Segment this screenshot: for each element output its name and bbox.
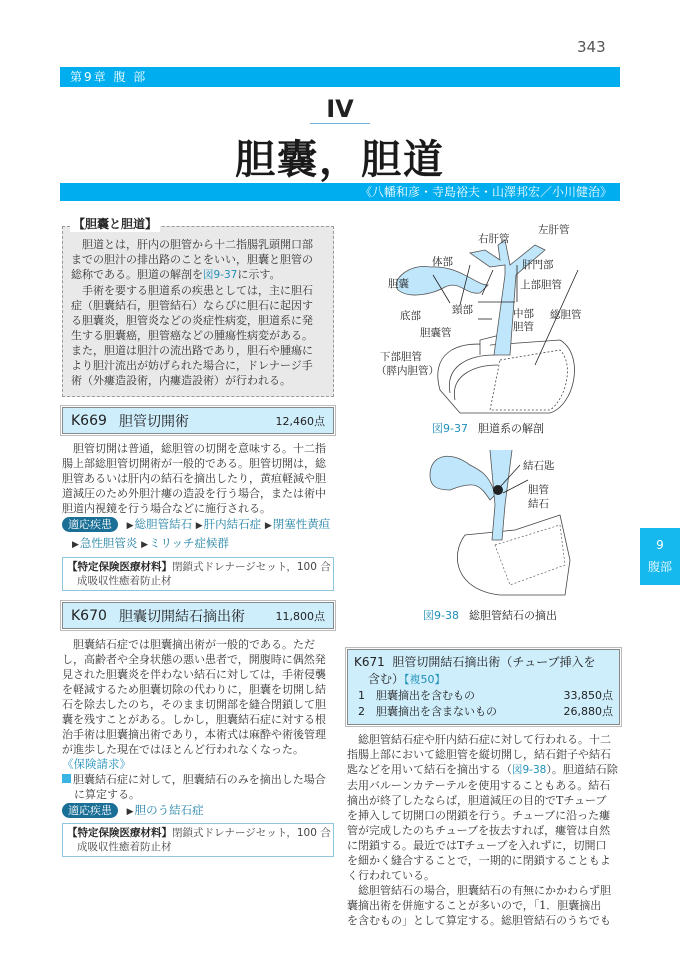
materials-text: 閉鎖式ドレナージセット，100 合 <box>172 561 331 573</box>
text-span: く行われている。 <box>347 869 435 882</box>
intro-box <box>62 226 334 397</box>
k669-section <box>62 407 334 591</box>
text-line <box>347 898 618 913</box>
procedure-text <box>62 441 334 516</box>
indication-link[interactable]: 総胆管結石 <box>134 517 193 531</box>
text-line <box>347 883 618 898</box>
chapter-tab-label: 腹部 <box>647 560 672 574</box>
label-fundus: 底部 <box>400 310 421 322</box>
fee-row: 1 胆囊摘出を含むもの 33,850点 <box>358 689 613 702</box>
text-line <box>62 637 334 652</box>
authors-bar: 《八幡和彦・寺島裕夫・山澤邦宏／小川健治》 <box>60 183 620 201</box>
text-span: が進歩した現在ではほとんど行われなくなった。 <box>62 743 304 756</box>
indication-link[interactable]: ミリッチ症候群 <box>149 536 230 550</box>
indications-cont: ▶急性胆管炎 ▶ミリッチ症候群 <box>72 536 230 550</box>
figure-biliary-anatomy <box>370 215 610 415</box>
figure-caption: 図9-37 胆道系の解剖 <box>432 422 544 435</box>
text-span: 総胆管結石の場合，胆囊結石の有無にかかわらず胆 <box>347 884 611 897</box>
page-title: 胆囊，胆道 <box>235 137 445 183</box>
text-line <box>347 838 618 853</box>
text-line <box>62 471 334 486</box>
text-span: 匙などを用いて結石を摘出する（ <box>347 763 512 776</box>
text-span: 症（胆囊結石，胆管結石）ならびに胆石に起因す <box>71 299 313 312</box>
text-span: に示す。 <box>237 268 281 281</box>
intro-heading: 【胆囊と胆道】 <box>70 217 160 232</box>
text-line <box>347 823 618 838</box>
text-line <box>71 313 325 328</box>
text-line <box>347 868 618 883</box>
label-hilum: 肝門部 <box>522 259 554 271</box>
text-span: 摘出が終了したならば，胆道減圧の目的でTチューブ <box>347 794 607 807</box>
fee-row: 2 胆囊摘出を含まないもの 26,880点 <box>358 705 613 718</box>
text-span: を含むもの」として算定する。総胆管結石のうちでも <box>347 914 611 927</box>
text-line <box>347 808 618 823</box>
k671-header <box>347 649 620 725</box>
indication-link[interactable]: 肝内結石症 <box>203 517 262 531</box>
indications: 適応疾患 ▶総胆管結石 ▶肝内結石症 ▶閉塞性黄疸 <box>62 516 334 535</box>
procedure-name: 胆管切開結石摘出術（チューブ挿入を <box>392 655 596 669</box>
text-line <box>71 343 325 358</box>
text-span: ）。胆道結石除 <box>546 763 618 776</box>
procedure-code: K671 <box>354 655 385 669</box>
materials-text: 閉鎖式ドレナージセット，100 合 <box>172 827 331 839</box>
procedure-name: 胆囊切開結石摘出術 <box>119 608 245 625</box>
text-line <box>347 913 618 928</box>
materials-text-cont: 成吸収性癒着防止材 <box>77 575 172 587</box>
text-span: 道減圧のため外胆汁瘻の造設を行う場合，または術中 <box>62 487 326 500</box>
text-line <box>347 762 618 778</box>
text-span: 胆囊結石症では胆囊摘出術が一般的である。ただ <box>62 638 315 651</box>
text-span: 石を除去したのち，そのまま切開部を縫合閉鎖して胆 <box>62 698 326 711</box>
text-span: 指腸上部において総胆管を縦切開し，結石鉗子や結石 <box>347 748 611 761</box>
materials-box <box>62 823 334 857</box>
text-line <box>62 727 334 742</box>
text-line <box>62 682 334 697</box>
materials-box <box>62 557 334 591</box>
text-line <box>62 456 334 471</box>
label-stone: 胆管 <box>528 484 549 496</box>
label-common-bile-duct: 総胆管 <box>550 309 582 321</box>
label-stone-scoop: 結石匙 <box>523 460 555 472</box>
label-lower-bile-duct-2: （膵内胆管） <box>376 365 439 377</box>
insurance-heading: 《保険請求》 <box>62 757 131 771</box>
figure-stone-extraction <box>420 445 580 600</box>
text-span: 治手術は胆囊摘出術であり，本術式は麻酔や術後管理 <box>62 728 326 741</box>
text-line <box>71 298 325 313</box>
text-line <box>347 732 618 747</box>
chapter-tab-number: 9 <box>656 538 664 552</box>
text-line <box>62 667 334 682</box>
text-line <box>62 441 334 456</box>
label-cystic-duct: 胆囊管 <box>420 327 452 339</box>
text-span: 術（外瘻造設術，内瘻造設術）が行われる。 <box>71 374 291 387</box>
label-neck: 頸部 <box>452 304 473 316</box>
chapter-tab[interactable] <box>640 528 680 585</box>
indication-badge: 適応疾患 <box>62 517 118 532</box>
indication-link[interactable]: 胆のう結石症 <box>134 803 204 817</box>
procedure-sub: 【複50】 <box>404 673 446 686</box>
text-span: 胆管切開は普通，総胆管の切開を意味する。十二指 <box>62 442 326 455</box>
text-line <box>62 652 334 667</box>
label-upper-bile-duct: 上部胆管 <box>520 279 562 291</box>
indication-link[interactable]: 閉塞性黄疸 <box>272 517 331 531</box>
section-number: IV <box>310 95 370 124</box>
figure-ref-link[interactable]: 図9-38 <box>512 764 547 776</box>
chapter-bar: 第9章 腹 部 <box>60 67 620 87</box>
text-span: までの胆汁の排出路のことをいい，胆囊と胆管の <box>71 253 313 266</box>
text-span: を細かく縫合することで，一期的に閉鎖することもよ <box>347 854 611 867</box>
indication-link[interactable]: 急性胆管炎 <box>79 536 138 550</box>
text-span: 総胆管結石症や肝内結石症に対して行われる。十二 <box>347 733 611 746</box>
text-span: 見された胆囊炎を伴わない結石に対しては，手術侵襲 <box>62 668 326 681</box>
label-middle-bile-duct-2: 胆管 <box>513 321 534 333</box>
text-line <box>71 267 325 283</box>
text-line <box>62 486 334 501</box>
text-line <box>71 358 325 373</box>
procedure-name-cont: 含む） <box>368 672 405 686</box>
intro-text <box>71 237 325 388</box>
text-span: 去用バルーンカテーテルを使用することもある。結石 <box>347 779 611 792</box>
text-span: を軽減するため胆囊切除の代わりに，胆囊を切開し結 <box>62 683 326 696</box>
procedure-points: 12,460点 <box>275 414 325 428</box>
figure-caption: 図9-38 総胆管結石の摘出 <box>423 609 557 622</box>
procedure-points: 11,800点 <box>275 609 325 623</box>
page-number: 343 <box>577 38 606 56</box>
text-line <box>71 252 325 267</box>
materials-text-cont: 成吸収性癒着防止材 <box>77 841 172 853</box>
text-span: 手術を要する胆道系の疾患としては，主に胆石 <box>71 284 313 297</box>
procedure-text <box>347 732 618 928</box>
text-span: 囊を残すことがある。しかし，胆囊結石症に対する根 <box>62 713 326 726</box>
procedure-code: K670 <box>71 607 107 624</box>
text-span: に閉鎖する。最近ではTチューブを入れずに，切開口 <box>347 839 607 852</box>
materials-label: 【特定保険医療材料】 <box>67 561 172 573</box>
text-line <box>347 778 618 793</box>
procedure-code: K669 <box>71 412 107 429</box>
text-span: し，高齢者や全身状態の悪い患者で，開腹時に偶然発 <box>62 653 326 666</box>
text-span: 管が完成したのちチューブを抜去すれば，瘻管は自然 <box>347 824 611 837</box>
text-span: また，胆道は胆汁の流出路であり，胆石や腫瘍に <box>71 344 313 357</box>
text-span: を挿入して切開口の閉鎖を行う。チューブに沿った瘻 <box>347 809 611 822</box>
procedure-text <box>62 637 334 757</box>
indications: 適応疾患 ▶胆のう結石症 <box>62 802 334 821</box>
label-lower-bile-duct: 下部胆管 <box>380 351 422 363</box>
text-line <box>347 853 618 868</box>
text-span: 胆道とは，肝内の胆管から十二指腸乳頭開口部 <box>71 238 313 251</box>
text-line <box>71 328 325 343</box>
insurance-text: 胆囊結石症に対して，胆囊結石のみを摘出した場合 に算定する。 <box>62 772 334 802</box>
text-span: 囊摘出術を併施することが多いので，「1．胆囊摘出 <box>347 899 602 912</box>
text-line <box>347 747 618 762</box>
label-left-hepatic-duct: 左肝管 <box>538 224 570 236</box>
text-line <box>347 793 618 808</box>
indication-badge: 適応疾患 <box>62 803 118 818</box>
procedure-name: 胆管切開術 <box>119 413 189 430</box>
label-middle-bile-duct: 中部 <box>513 308 534 320</box>
text-line <box>62 712 334 727</box>
materials-label: 【特定保険医療材料】 <box>67 827 172 839</box>
label-body: 体部 <box>432 256 453 268</box>
label-stone-2: 結石 <box>528 498 549 510</box>
text-span: 胆道内視鏡を行う場合などに施行される。 <box>62 502 271 515</box>
text-line <box>62 697 334 712</box>
text-line <box>71 283 325 298</box>
procedure-header <box>62 407 334 434</box>
text-span: 総称である。胆道の解剖を <box>71 268 203 281</box>
label-gallbladder: 胆囊 <box>388 278 409 290</box>
text-span: 胆管あるいは肝内の結石を摘出したり，黄疸軽減や胆 <box>62 472 326 485</box>
text-line <box>62 501 334 516</box>
text-line <box>71 373 325 388</box>
text-span: る胆囊炎，胆管炎などの炎症性病変，胆道系に発 <box>71 314 313 327</box>
text-span: 生する胆囊癌，胆管癌などの腫瘍性病変がある。 <box>71 329 313 342</box>
k670-section <box>62 602 334 857</box>
figure-ref-link[interactable]: 図9-37 <box>203 269 238 281</box>
text-line <box>71 237 325 252</box>
text-line <box>62 742 334 757</box>
text-span: より胆汁流出が妨げられた場合に，ドレナージ手 <box>71 359 313 372</box>
label-right-hepatic-duct: 右肝管 <box>478 233 510 245</box>
procedure-header <box>62 602 334 629</box>
text-span: 腸上部総胆管切開術が一般的である。胆管切開は，総 <box>62 457 326 470</box>
